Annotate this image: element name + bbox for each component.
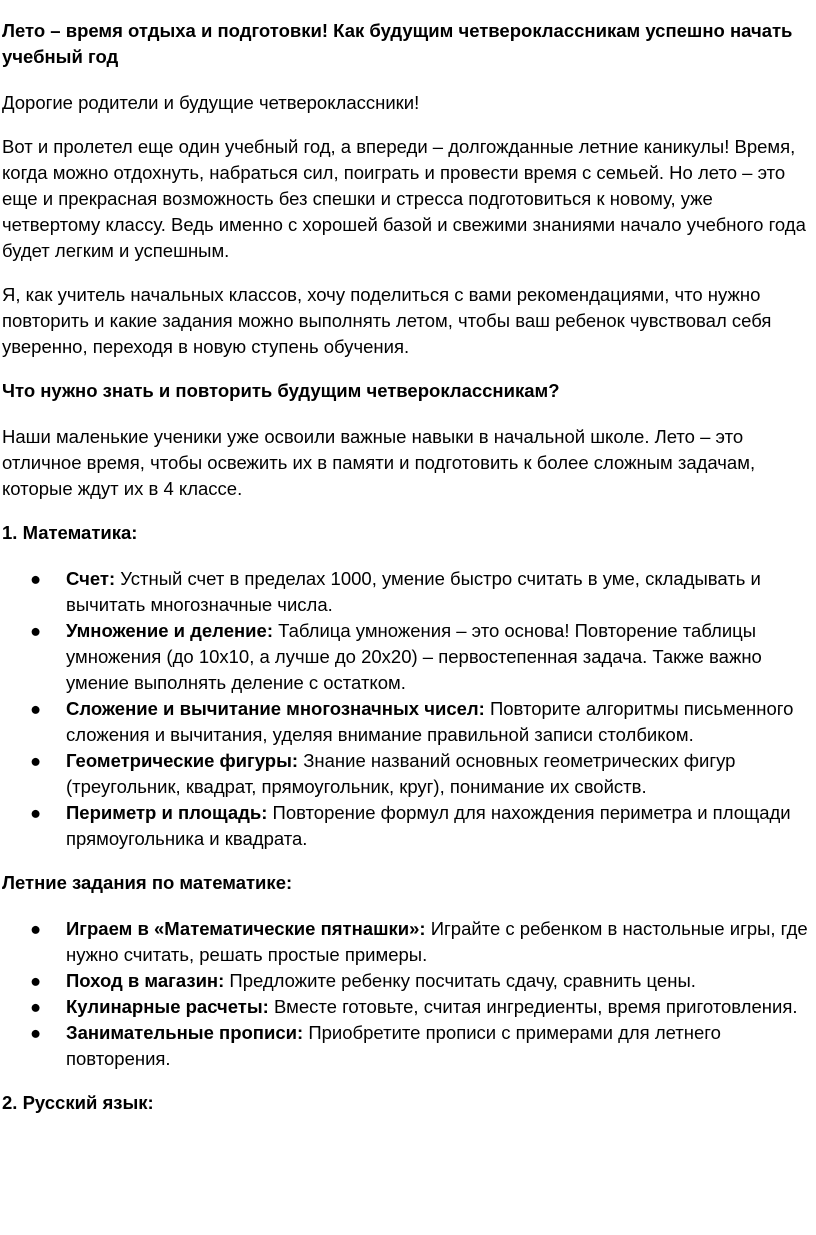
- bullet-icon: ●: [30, 620, 42, 641]
- item-term: Поход в магазин:: [66, 970, 225, 991]
- summer-math-heading: Летние задания по математике:: [2, 872, 293, 893]
- item-term: Периметр и площадь:: [66, 802, 268, 823]
- bullet-icon: ●: [30, 698, 42, 719]
- item-term: Занимательные прописи:: [66, 1022, 304, 1043]
- item-text: Вместе готовьте, считая ингредиенты, время приготовления.: [268, 996, 798, 1017]
- document-title: Лето – время отдыха и подготовки! Как будущим четвероклассникам успешно начать учебный год: [2, 20, 793, 67]
- section-paragraph: Наши маленькие ученики уже освоили важные навыки в начальной школе. Лето – это отличное время, чтобы освежить их в памяти и подготовить к более сложным задачам, которые ждут их в 4 классе.: [2, 426, 756, 499]
- item-text: Приобретите прописи с примерами для летнего повторения.: [66, 1022, 721, 1069]
- item-term: Играем в «Математические пятнашки»:: [66, 918, 426, 939]
- list-item: [2, 1020, 814, 1072]
- item-text: Играйте с ребенком в настольные игры, где нужно считать, решать простые примеры.: [66, 918, 808, 965]
- item-term: Умножение и деление:: [66, 620, 273, 641]
- item-term: Сложение и вычитание многозначных чисел:: [66, 698, 485, 719]
- russian-heading: 2. Русский язык:: [2, 1092, 154, 1113]
- list-item: [2, 696, 814, 748]
- section-question-heading: Что нужно знать и повторить будущим четвероклассникам?: [2, 380, 560, 401]
- bullet-icon: ●: [30, 802, 42, 823]
- list-item: [2, 968, 814, 994]
- item-text: Таблица умножения – это основа! Повторение таблицы умножения (до 10х10, а лучше до 20х20) – первостепенная задача. Также важно умение выполнять деление с остатком.: [66, 620, 762, 693]
- bullet-icon: ●: [30, 1022, 42, 1043]
- summer-math-list: [2, 916, 814, 1072]
- intro-paragraph: Вот и пролетел еще один учебный год, а впереди – долгожданные летние каникулы! Время, когда можно отдохнуть, набраться сил, поиграть и провести время с семьей. Но лето – это еще и прекрасная возможность без спешки и стресса подготовиться к новому, уже четвертому классу. Ведь именно с хорошей базой и свежими знаниями начало учебного года будет легким и успешным.: [2, 136, 806, 261]
- list-item: [2, 994, 814, 1020]
- item-text: Устный счет в пределах 1000, умение быстро считать в уме, складывать и вычитать многозначные числа.: [66, 568, 761, 615]
- item-term: Геометрические фигуры:: [66, 750, 299, 771]
- list-item: [2, 566, 814, 618]
- teacher-paragraph: Я, как учитель начальных классов, хочу поделиться с вами рекомендациями, что нужно повторить и какие задания можно выполнять летом, чтобы ваш ребенок чувствовал себя уверенно, переходя в новую ступень обучения.: [2, 284, 772, 357]
- list-item: [2, 748, 814, 800]
- math-heading: 1. Математика:: [2, 522, 138, 543]
- item-term: Счет:: [66, 568, 116, 589]
- bullet-icon: ●: [30, 996, 42, 1017]
- item-term: Кулинарные расчеты:: [66, 996, 269, 1017]
- list-item: [2, 916, 814, 968]
- item-text: Повторение формул для нахождения периметра и площади прямоугольника и квадрата.: [66, 802, 791, 849]
- item-text: Знание названий основных геометрических фигур (треугольник, квадрат, прямоугольник, круг), понимание их свойств.: [66, 750, 736, 797]
- list-item: [2, 618, 814, 696]
- bullet-icon: ●: [30, 918, 42, 939]
- item-text: Повторите алгоритмы письменного сложения и вычитания, уделяя внимание правильной записи столбиком.: [66, 698, 794, 745]
- greeting: Дорогие родители и будущие четвероклассники!: [2, 92, 420, 113]
- math-list: [2, 566, 814, 852]
- item-text: Предложите ребенку посчитать сдачу, сравнить цены.: [224, 970, 696, 991]
- list-item: [2, 800, 814, 852]
- bullet-icon: ●: [30, 568, 42, 589]
- bullet-icon: ●: [30, 970, 42, 991]
- bullet-icon: ●: [30, 750, 42, 771]
